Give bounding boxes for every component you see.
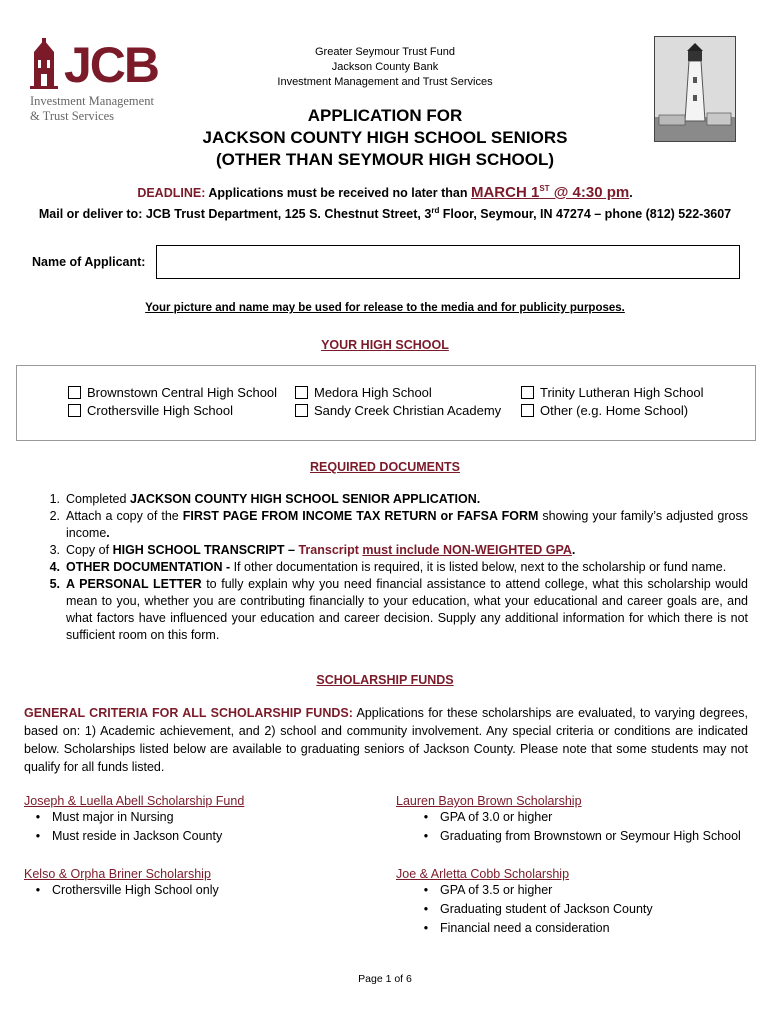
checkbox[interactable]: [521, 386, 534, 399]
option-crothersville[interactable]: Crothersville High School: [68, 403, 233, 418]
title-line-1: APPLICATION FOR: [307, 106, 463, 125]
option-sandy-creek[interactable]: Sandy Creek Christian Academy: [295, 403, 501, 418]
fund-title: Joe & Arletta Cobb Scholarship: [396, 867, 570, 881]
list-item: • GPA of 3.5 or higher: [423, 883, 553, 897]
header-line-3: Investment Management and Trust Services: [277, 76, 493, 88]
header-line-1: Greater Seymour Trust Fund: [315, 46, 455, 58]
required-docs-list: [24, 491, 748, 644]
list-item: • Graduating from Brownstown or Seymour High School: [423, 829, 741, 843]
option-brownstown[interactable]: Brownstown Central High School: [68, 385, 277, 400]
option-other[interactable]: Other (e.g. Home School): [521, 403, 688, 418]
lighthouse-image: [654, 36, 736, 142]
checkbox[interactable]: [295, 404, 308, 417]
fund-title: Kelso & Orpha Briner Scholarship: [24, 867, 211, 881]
applicant-name-field[interactable]: [156, 245, 740, 279]
general-criteria: GENERAL CRITERIA FOR ALL SCHOLARSHIP FUNDS: Applications for these scholarships are evaluated, to varying degrees, based on: 1) Academic achievement, and 2) school and community involvement. Any special criteria or conditions are indicated below. Scholarships listed below are available to graduating seniors of Jackson County. Please note that some students may not qualify for all funds listed.: [24, 706, 748, 774]
high-school-heading: YOUR HIGH SCHOOL: [321, 338, 449, 352]
publicity-note: Your picture and name may be used for release to the media and for publicity purposes.: [145, 302, 625, 314]
list-item: • Must major in Nursing: [35, 810, 174, 824]
list-item: • Must reside in Jackson County: [35, 829, 223, 843]
list-item: • GPA of 3.0 or higher: [423, 810, 553, 824]
title-line-2: JACKSON COUNTY HIGH SCHOOL SENIORS: [202, 128, 568, 147]
list-item: 1. Completed JACKSON COUNTY HIGH SCHOOL SENIOR APPLICATION.: [49, 492, 481, 506]
list-item: 2. Attach a copy of the FIRST PAGE FROM INCOME TAX RETURN or FAFSA FORM showing your family’s adjusted gross income.: [49, 509, 748, 540]
list-item: 3. Copy of HIGH SCHOOL TRANSCRIPT – Transcript must include NON-WEIGHTED GPA.: [49, 543, 576, 557]
deadline-label: DEADLINE:: [137, 186, 206, 200]
deadline-line: DEADLINE: Applications must be received no later than MARCH 1ST @ 4:30 pm.: [137, 184, 633, 201]
checkbox[interactable]: [68, 404, 81, 417]
applicant-label: Name of Applicant:: [32, 255, 146, 269]
fund-brown: [396, 794, 741, 846]
deadline-text: Applications must be received no later than: [208, 186, 468, 200]
logo-subtitle-2: & Trust Services: [30, 109, 115, 123]
list-item: 4. OTHER DOCUMENTATION - If other documentation is required, it is listed below, next to the scholarship or fund name.: [49, 560, 727, 574]
fund-briner: [24, 867, 219, 900]
fund-cobb: [396, 867, 653, 938]
title-line-3: (OTHER THAN SEYMOUR HIGH SCHOOL): [215, 150, 555, 169]
page-number: Page 1 of 6: [358, 973, 412, 985]
deadline-date: MARCH 1ST @ 4:30 pm: [470, 184, 630, 201]
list-item: • Financial need a consideration: [423, 921, 610, 935]
header-line-2: Jackson County Bank: [331, 61, 439, 73]
fund-title: Joseph & Luella Abell Scholarship Fund: [24, 794, 245, 808]
list-item: • Graduating student of Jackson County: [423, 902, 653, 916]
logo-text: JCB: [64, 37, 159, 93]
required-docs-heading: REQUIRED DOCUMENTS: [309, 460, 460, 474]
checkbox[interactable]: [295, 386, 308, 399]
list-item: • Crothersville High School only: [35, 883, 219, 897]
mail-address: Mail or deliver to: JCB Trust Department, 125 S. Chestnut Street, 3rd Floor, Seymour, IN 47274 – phone (812) 522-3607: [38, 206, 732, 222]
logo-subtitle-1: Investment Management: [30, 94, 154, 108]
fund-abell: [24, 794, 244, 846]
checkbox[interactable]: [521, 404, 534, 417]
checkbox[interactable]: [68, 386, 81, 399]
option-trinity-lutheran[interactable]: Trinity Lutheran High School: [521, 385, 704, 400]
fund-title: Lauren Bayon Brown Scholarship: [396, 794, 582, 808]
option-medora[interactable]: Medora High School: [295, 385, 432, 400]
scholarship-heading: SCHOLARSHIP FUNDS: [316, 673, 454, 687]
list-item: 5. A PERSONAL LETTER to fully explain why you need financial assistance to attend college, what this scholarship would mean to you, whether you are contributing financially to your education, what your educational and career goals are, and what factors have influenced your education and career decision. Supply any additional information for which there is not sufficient room on this form.: [49, 577, 748, 642]
